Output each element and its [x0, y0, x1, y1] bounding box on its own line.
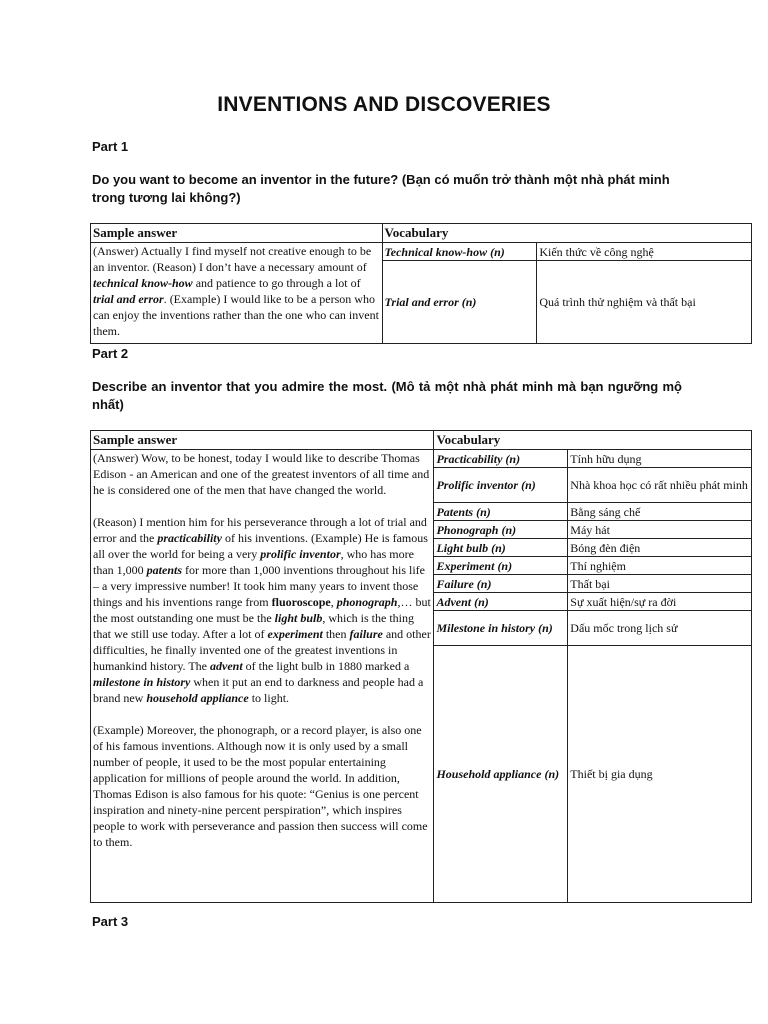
- answer-keyword: practicability: [157, 531, 222, 545]
- answer-keyword: milestone in history: [93, 675, 191, 689]
- part2-question: Describe an inventor that you admire the most. (Mô tả một nhà phát minh mà bạn ngưỡng mộ nhất): [92, 379, 682, 412]
- vocab-meaning: Thất bại: [568, 575, 752, 593]
- part1-table: [90, 223, 752, 344]
- answer-paragraph: (Answer) Wow, to be honest, today I would like to describe Thomas Edison - an American and one of the greatest inventors of all time and he is considered one of the men that have changed the world.: [93, 451, 430, 497]
- part1-heading: Part 1: [92, 139, 129, 154]
- answer-keyword: patents: [146, 563, 183, 577]
- answer-keyword: experiment: [267, 627, 323, 641]
- vocab-meaning: Dấu mốc trong lịch sử: [568, 611, 752, 646]
- part2-answer-cell: [91, 450, 434, 903]
- part1-answer-cell: [91, 243, 383, 344]
- vocab-term: Trial and error (n): [382, 261, 537, 344]
- vocab-term: Patents (n): [434, 503, 568, 521]
- answer-keyword: technical know-how: [93, 276, 193, 290]
- answer-text: when it put an end to darkness and people had a brand new: [93, 675, 424, 705]
- vocab-meaning: Sự xuất hiện/sự ra đời: [568, 593, 752, 611]
- answer-text: (Answer) Actually I find myself not creative enough to be an inventor. (Reason) I don’t have a necessary amount of: [93, 244, 372, 274]
- vocab-meaning: Máy hát: [568, 521, 752, 539]
- vocab-meaning: Thí nghiệm: [568, 557, 752, 575]
- document-title: INVENTIONS AND DISCOVERIES: [217, 93, 551, 116]
- table-row: [91, 450, 752, 468]
- part1-table-header: [91, 224, 752, 243]
- answer-text: (Reason) I mention him for his perseverance through a lot of trial and error and the: [93, 515, 427, 545]
- answer-text: of his inventions. (Example) He is famous all over the world for being a very: [93, 531, 428, 561]
- answer-text: ,… but the most outstanding one must be the: [93, 595, 431, 625]
- vocab-term: Milestone in history (n): [434, 611, 568, 646]
- answer-text: , who has more than 1,000: [93, 547, 414, 577]
- answer-paragraph: [93, 514, 431, 706]
- vocab-term: Technical know-how (n): [382, 243, 537, 261]
- answer-text: for more than 1,000 inventions throughout his life – a very impressive number! It took him many years to invent those things and his inventions range from: [93, 563, 425, 609]
- vocab-meaning: Bằng sáng chế: [568, 503, 752, 521]
- answer-keyword: fluoroscope: [271, 595, 331, 609]
- vocab-meaning: Kiến thức về công nghệ: [537, 243, 752, 261]
- answer-text: to light.: [248, 691, 290, 705]
- part1-col-answer: Sample answer: [91, 224, 383, 243]
- part1-col-vocab: Vocabulary: [382, 224, 751, 243]
- answer-text: of the light bulb in 1880 marked a: [242, 659, 410, 673]
- answer-paragraph: (Example) Moreover, the phonograph, or a record player, is also one of his famous inventions. Although now it is only used by a small number of people, it used to be the most popular entertaining application for millions of people around the world. In addition, Thomas Edison is also famous for his quote: “Genius is one percent inspiration and ninety-nine percent perspiration”, which inspires people to work with perseverance and passion then success will come to them.: [93, 723, 428, 849]
- answer-text: then: [322, 627, 350, 641]
- answer-text: . (Example) I would like to be a person who can enjoy the inventions rather than the one who can invent them.: [93, 292, 379, 338]
- answer-text: and patience to go through a lot of: [192, 276, 361, 290]
- answer-text: and other difficulties, he finally invented one of the greatest inventions in humankind history. The: [93, 627, 431, 673]
- vocab-term: Practicability (n): [434, 450, 568, 468]
- answer-keyword: phonograph: [336, 595, 398, 609]
- vocab-term: Phonograph (n): [434, 521, 568, 539]
- part2-col-vocab: Vocabulary: [434, 431, 752, 450]
- table-row: [91, 243, 752, 261]
- vocab-term: Advent (n): [434, 593, 568, 611]
- vocab-meaning: Nhà khoa học có rất nhiều phát minh: [568, 468, 752, 503]
- vocab-meaning: Quá trình thử nghiệm và thất bại: [537, 261, 752, 344]
- vocab-term: Failure (n): [434, 575, 568, 593]
- answer-text: ,: [330, 595, 337, 609]
- answer-keyword: failure: [349, 627, 383, 641]
- vocab-term: Household appliance (n): [434, 646, 568, 903]
- part2-table-header: [91, 431, 752, 450]
- answer-keyword: prolific inventor: [260, 547, 341, 561]
- vocab-term: Light bulb (n): [434, 539, 568, 557]
- part2-col-answer: Sample answer: [91, 431, 434, 450]
- part2-heading: Part 2: [92, 346, 129, 361]
- vocab-term: Prolific inventor (n): [434, 468, 568, 503]
- vocab-meaning: Thiết bị gia dụng: [568, 646, 752, 903]
- answer-text: , which is the thing that we still use today. After a lot of: [93, 611, 415, 641]
- part1-question: Do you want to become an inventor in the future? (Bạn có muốn trở thành một nhà phát minh trong tương lai không?): [92, 172, 670, 205]
- part3-heading: Part 3: [92, 914, 129, 929]
- vocab-meaning: Bóng đèn điện: [568, 539, 752, 557]
- answer-keyword: advent: [210, 659, 243, 673]
- vocab-meaning: Tính hữu dụng: [568, 450, 752, 468]
- vocab-term: Experiment (n): [434, 557, 568, 575]
- answer-keyword: light bulb: [274, 611, 323, 625]
- answer-keyword: trial and error: [93, 292, 164, 306]
- part2-table: [90, 430, 752, 903]
- answer-keyword: household appliance: [146, 691, 249, 705]
